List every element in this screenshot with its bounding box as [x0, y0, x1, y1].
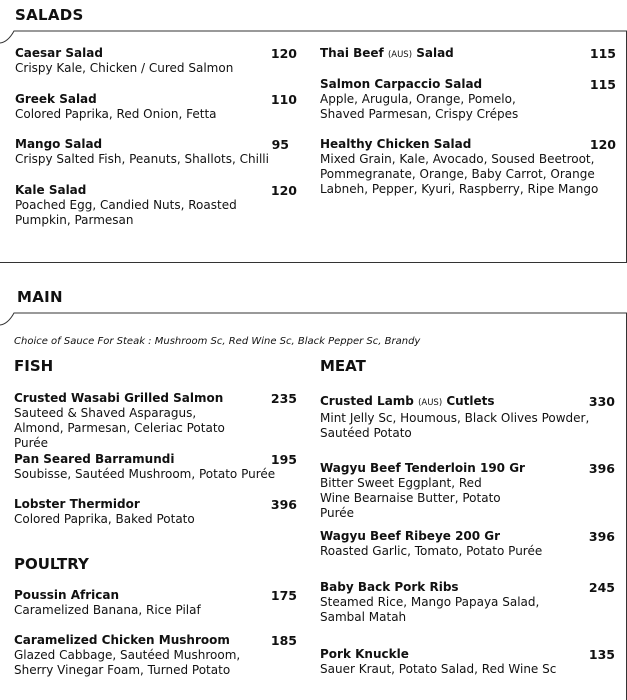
item-price: 245: [588, 580, 615, 595]
poultry-heading: POULTRY: [14, 555, 89, 573]
item-name: Healthy Chicken Salad: [320, 137, 472, 151]
item-price: 120: [589, 137, 616, 152]
item-desc: Soubisse, Sautéed Mushroom, Potato Purée: [14, 467, 276, 481]
menu-item: [15, 92, 297, 122]
salads-frame-top: [0, 30, 627, 44]
menu-item: [15, 183, 297, 228]
item-price: 396: [588, 529, 615, 544]
item-price: 235: [270, 391, 297, 406]
menu-item: [15, 46, 297, 76]
item-price: 135: [588, 647, 615, 662]
item-desc: Apple, Arugula, Orange, Pomelo, Shaved Parmesan, Crispy Crépes: [320, 92, 519, 121]
item-price: 115: [589, 77, 616, 92]
menu-item: [14, 391, 297, 451]
menu-item: [14, 588, 297, 618]
item-desc: Sauteed & Shaved Asparagus, Almond, Parmesan, Celeriac Potato Purée: [14, 406, 225, 450]
item-price: 396: [588, 461, 615, 476]
item-price: 185: [270, 633, 297, 648]
item-desc: Roasted Garlic, Tomato, Potato Purée: [320, 544, 543, 558]
item-name: Poussin African: [14, 588, 119, 602]
item-desc: Glazed Cabbage, Sautéed Mushroom, Sherry Vinegar Foam, Turned Potato: [14, 648, 241, 677]
item-name: Greek Salad: [15, 92, 97, 106]
item-price: 110: [270, 92, 297, 107]
item-price: 330: [588, 394, 615, 409]
salads-title: SALADS: [15, 6, 84, 24]
item-name: Pan Seared Barramundi: [14, 452, 175, 466]
item-desc: Crispy Kale, Chicken / Cured Salmon: [15, 61, 234, 75]
item-name: Crusted Lamb (AUS) Cutlets: [320, 394, 495, 408]
item-desc: Caramelized Banana, Rice Pilaf: [14, 603, 201, 617]
menu-item: [320, 580, 615, 625]
item-desc: Colored Paprika, Red Onion, Fetta: [15, 107, 217, 121]
menu-item: [14, 633, 297, 678]
item-desc: Crispy Salted Fish, Peanuts, Shallots, Chilli: [15, 152, 269, 166]
menu-item: [14, 497, 297, 527]
item-desc: Mint Jelly Sc, Houmous, Black Olives Powder, Sautéed Potato: [320, 411, 590, 440]
item-name: Lobster Thermidor: [14, 497, 140, 511]
item-desc: Colored Paprika, Baked Potato: [14, 512, 195, 526]
menu-item: [320, 529, 615, 559]
item-name: Wagyu Beef Ribeye 200 Gr: [320, 529, 501, 543]
item-price: 396: [270, 497, 297, 512]
item-price: 175: [270, 588, 297, 603]
fish-heading: FISH: [14, 357, 54, 375]
menu-item: [320, 461, 615, 521]
menu-item: [320, 647, 615, 677]
meat-heading: MEAT: [320, 357, 366, 375]
item-name: Kale Salad: [15, 183, 87, 197]
item-desc: Poached Egg, Candied Nuts, Roasted Pumpkin, Parmesan: [15, 198, 237, 227]
sauce-note: Choice of Sauce For Steak : Mushroom Sc, Red Wine Sc, Black Pepper Sc, Brandy: [14, 336, 421, 347]
item-desc: Bitter Sweet Eggplant, Red Wine Bearnaise Butter, Potato Purée: [320, 476, 501, 520]
menu-item: [320, 77, 616, 122]
main-frame-top: [0, 312, 627, 326]
menu-item: [15, 137, 297, 167]
item-price: 115: [589, 46, 616, 61]
item-name: Salmon Carpaccio Salad: [320, 77, 483, 91]
item-desc: Steamed Rice, Mango Papaya Salad, Sambal Matah: [320, 595, 540, 624]
item-name: Mango Salad: [15, 137, 103, 151]
item-price: 120: [270, 46, 297, 61]
item-price: 195: [270, 452, 297, 467]
item-name: Caesar Salad: [15, 46, 103, 60]
item-name: Wagyu Beef Tenderloin 190 Gr: [320, 461, 525, 475]
menu-item: [14, 452, 297, 482]
item-name: Baby Back Pork Ribs: [320, 580, 459, 594]
menu-item: [320, 137, 616, 197]
item-desc: Sauer Kraut, Potato Salad, Red Wine Sc: [320, 662, 557, 676]
menu-item: [320, 394, 615, 441]
salads-frame-bottom: [0, 262, 627, 263]
item-desc: Mixed Grain, Kale, Avocado, Soused Beetroot, Pommegranate, Orange, Baby Carrot, Orange Labneh, Pepper, Kyuri, Raspberry, Ripe Mango: [320, 152, 599, 196]
item-name: Crusted Wasabi Grilled Salmon: [14, 391, 224, 405]
item-name: Caramelized Chicken Mushroom: [14, 633, 230, 647]
item-price: 120: [270, 183, 297, 198]
item-price: 95: [271, 137, 289, 152]
item-name: Thai Beef (AUS) Salad: [320, 46, 454, 60]
item-name: Pork Knuckle: [320, 647, 409, 661]
main-title: MAIN: [17, 288, 63, 306]
menu-item: [320, 46, 616, 63]
